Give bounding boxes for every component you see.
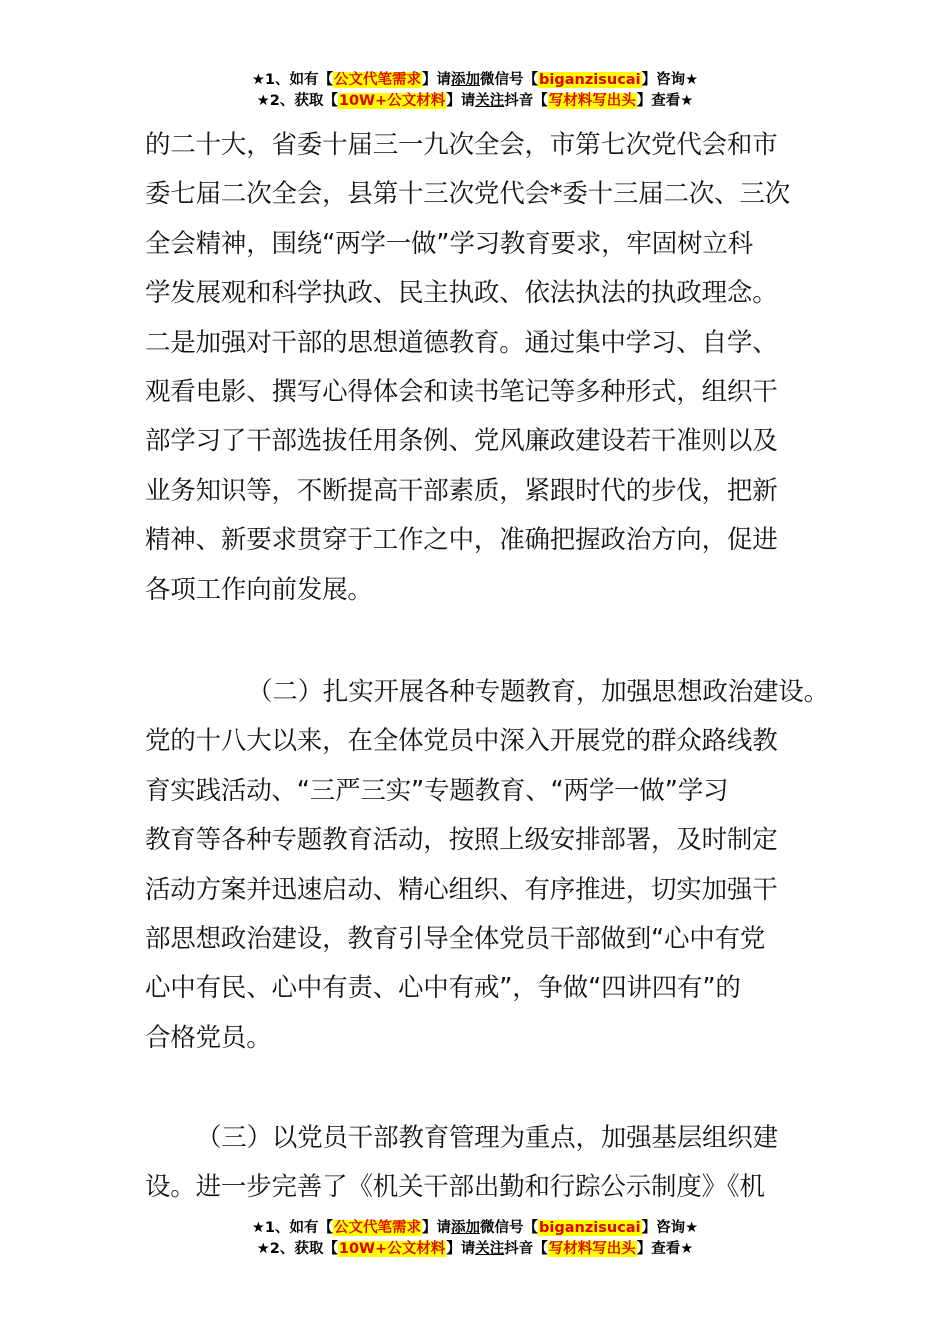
text-line: 委七届二次全会，县第十三次党代会*委十三届二次、三次 [145, 179, 791, 210]
footer-banner [0, 1218, 950, 1260]
text-line: 二是加强对干部的思想道德教育。通过集中学习、自学、 [145, 327, 778, 358]
footer-highlight-douyin: 写材料写出头 [548, 1241, 636, 1257]
header-line-1-suffix: 】咨询★ [641, 72, 699, 88]
header-line-2-text-2: 抖音【 [504, 93, 548, 109]
text-line: 业务知识等，不断提高干部素质，紧跟时代的步伐，把新 [145, 475, 778, 506]
header-highlight-wechat-id: biganzisucai [539, 72, 641, 88]
header-line-2-prefix: ★2、获取【 [256, 93, 338, 109]
footer-line-1-suffix: 】咨询★ [641, 1220, 699, 1236]
section-heading-3: （三）以党员干部教育管理为重点，加强基层组织建 [196, 1123, 778, 1153]
paragraph-1 [145, 121, 807, 615]
text-line: 教育等各种专题教育活动，按照上级安排部署，及时制定 [145, 825, 778, 856]
header-underlined-add: 添加 [451, 72, 481, 88]
header-highlight-materials: 10W+公文材料 [338, 93, 446, 109]
text-line: 全会精神，围绕“两学一做”学习教育要求，牢固树立科 [145, 228, 753, 259]
paragraph-3 [145, 1114, 807, 1213]
footer-highlight-wechat-id: biganzisucai [539, 1220, 641, 1236]
text-line: 设。进一步完善了《机关干部出勤和行踪公示制度》《机 [145, 1172, 765, 1203]
header-line-2-suffix: 】查看★ [636, 93, 694, 109]
header-line-1-text: 】请 [422, 72, 452, 88]
footer-underlined-follow: 关注 [475, 1241, 505, 1257]
footer-highlight-materials: 10W+公文材料 [338, 1241, 446, 1257]
text-line: 学发展观和科学执政、民主执政、依法执法的执政理念。 [145, 278, 778, 309]
text-line: 育实践活动、“三严三实”专题教育、“两学一做”学习 [145, 775, 729, 806]
text-line: 活动方案并迅速启动、精心组织、有序推进，切实加强干 [145, 874, 778, 905]
header-line-1-text-2: 微信号【 [480, 72, 539, 88]
paragraph-2 [145, 668, 829, 1063]
header-banner [0, 70, 950, 112]
footer-line-2-text-2: 抖音【 [504, 1241, 548, 1257]
footer-line-2-prefix: ★2、获取【 [256, 1241, 338, 1257]
text-line: 部学习了干部选拔任用条例、党风廉政建设若干准则以及 [145, 426, 778, 457]
footer-line-1-text-2: 微信号【 [480, 1220, 539, 1236]
footer-line-1 [0, 1218, 950, 1239]
header-line-2-text: 】请 [446, 93, 476, 109]
footer-line-2-suffix: 】查看★ [636, 1241, 694, 1257]
text-line: 心中有民、心中有责、心中有戒”，争做“四讲四有”的 [145, 973, 741, 1004]
footer-highlight-service: 公文代笔需求 [334, 1220, 422, 1236]
header-line-1 [0, 70, 950, 91]
header-highlight-douyin: 写材料写出头 [548, 93, 636, 109]
header-line-1-prefix: ★1、如有【 [251, 72, 334, 88]
header-underlined-follow: 关注 [475, 93, 505, 109]
text-line: 党的十八大以来，在全体党员中深入开展党的群众路线教 [145, 726, 778, 757]
footer-line-1-prefix: ★1、如有【 [251, 1220, 334, 1236]
footer-line-2-text: 】请 [446, 1241, 476, 1257]
footer-line-1-text: 】请 [422, 1220, 452, 1236]
text-line: 各项工作向前发展。 [145, 574, 373, 605]
footer-underlined-add: 添加 [451, 1220, 481, 1236]
header-line-2 [0, 91, 950, 112]
text-line: 合格党员。 [145, 1022, 272, 1053]
text-line: 精神、新要求贯穿于工作之中，准确把握政治方向，促进 [145, 525, 778, 556]
text-line: 观看电影、撰写心得体会和读书笔记等多种形式，组织干 [145, 377, 778, 408]
header-highlight-service: 公文代笔需求 [334, 72, 422, 88]
footer-line-2 [0, 1239, 950, 1260]
section-heading-2: （二）扎实开展各种专题教育，加强思想政治建设。 [247, 677, 829, 707]
text-line: 的二十大，省委十届三一九次全会，市第七次党代会和市 [145, 130, 778, 160]
text-line: 部思想政治建设，教育引导全体党员干部做到“心中有党 [145, 924, 766, 955]
